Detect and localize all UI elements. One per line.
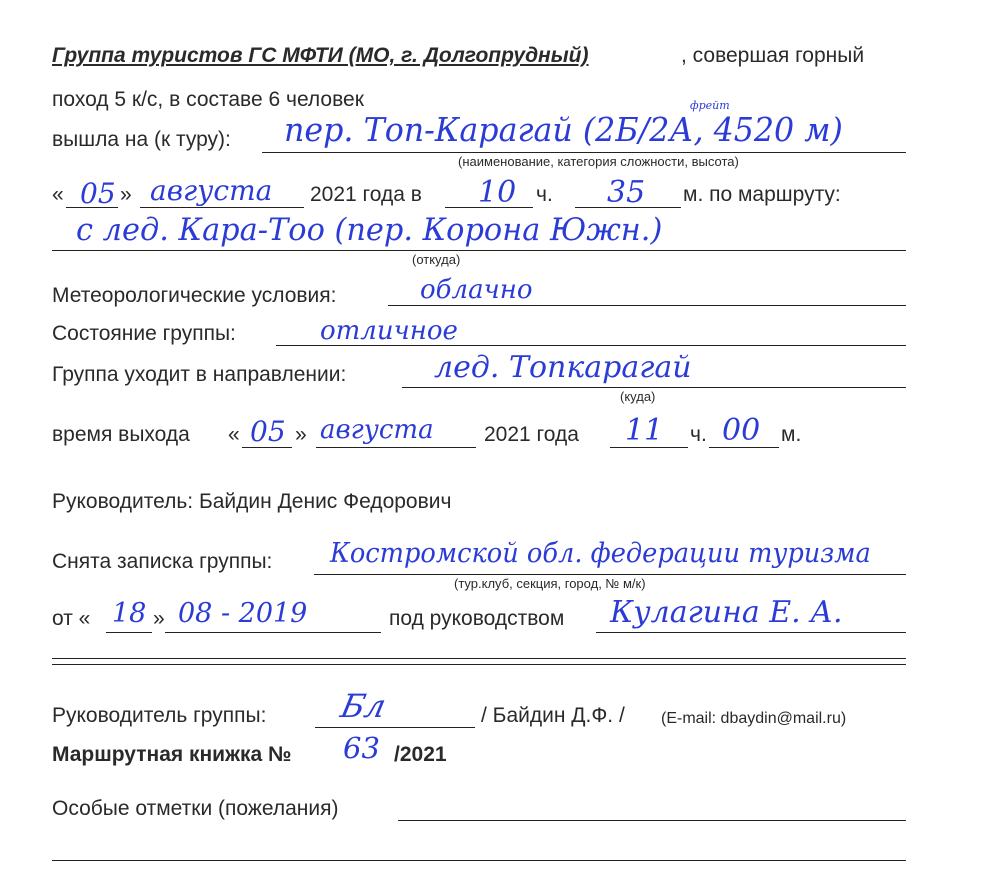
divider-bottom [52, 664, 906, 665]
note-date-value: 08 - 2019 [178, 598, 308, 629]
signature-underline [315, 727, 475, 728]
signature-mark: Бл [337, 687, 390, 725]
departure-quote-open: « [228, 423, 240, 446]
route-book-number: 63 [343, 731, 380, 765]
arrival-quote-close: » [120, 183, 132, 206]
departure-month: августа [320, 415, 434, 445]
header-line1-rest: , совершая горный [681, 44, 865, 67]
note-taken-value: Костромской обл. федерации туризма [330, 538, 871, 569]
note-taken-hint: (тур.клуб, секция, город, № м/к) [454, 576, 646, 591]
note-date-underline [165, 632, 381, 633]
arrival-day: 05 [80, 177, 116, 210]
under-leadership-underline [596, 632, 906, 633]
remarks-underline-2 [52, 860, 906, 861]
route-book-suffix: /2021 [394, 743, 447, 766]
weather-label: Метеорологические условия: [52, 284, 337, 307]
exit-underline [262, 152, 906, 153]
divider-top [52, 658, 906, 659]
direction-underline [402, 387, 906, 388]
note-date-quote-close: » [153, 607, 165, 630]
condition-label: Состояние группы: [52, 322, 236, 345]
departure-month-underline [316, 447, 476, 448]
departure-label: время выхода [52, 423, 190, 446]
leader-line: Руководитель: Байдин Денис Федорович [52, 490, 452, 513]
arrival-tail: м. по маршруту: [683, 183, 841, 206]
signature-label: Руководитель группы: [52, 704, 267, 727]
exit-value-note: фрейт [690, 99, 730, 112]
weather-value: облачно [420, 275, 533, 305]
arrival-hour: 10 [478, 175, 517, 210]
condition-value: отличное [320, 316, 458, 346]
signature-email: (E-mail: dbaydin@mail.ru) [661, 710, 847, 727]
under-leadership-label: под руководством [389, 607, 565, 630]
departure-minute: 00 [722, 413, 761, 448]
departure-hour: 11 [625, 413, 664, 448]
group-name: Группа туристов ГС МФТИ (МО, г. Долгопрудный) [52, 44, 589, 67]
arrival-month-underline [140, 207, 304, 208]
arrival-month: августа [150, 174, 273, 207]
route-book-label: Маршрутная книжка № [52, 743, 292, 766]
exit-hint: (наименование, категория сложности, высота) [458, 154, 739, 169]
direction-hint: (куда) [620, 389, 656, 404]
remarks-underline-1 [398, 820, 906, 821]
under-leadership-value: Кулагина Е. А. [610, 595, 843, 630]
arrival-h-label: ч. [536, 183, 553, 206]
note-date-day: 18 [112, 598, 147, 629]
arrival-route: с лед. Кара-Тоо (пер. Корона Южн.) [76, 212, 663, 248]
note-taken-label: Снята записка группы: [52, 550, 273, 573]
departure-m-label: м. [781, 423, 802, 446]
departure-quote-close: » [295, 423, 307, 446]
header-line2: поход 5 к/с, в составе 6 человек [52, 88, 364, 111]
departure-h-label: ч. [690, 423, 707, 446]
departure-year-text: 2021 года [484, 423, 579, 446]
note-date-prefix: от « [52, 607, 91, 630]
arrival-route-hint: (откуда) [412, 252, 461, 267]
arrival-year-text: 2021 года в [310, 183, 422, 206]
direction-value: лед. Топкарагай [434, 350, 692, 385]
departure-day: 05 [250, 415, 286, 448]
exit-value: пер. Топ-Карагай (2Б/2А, 4520 м) [284, 110, 843, 149]
signature-name: / Байдин Д.Ф. / [481, 704, 625, 727]
arrival-quote-open: « [52, 183, 64, 206]
note-date-day-underline [106, 632, 152, 633]
remarks-label: Особые отметки (пожелания) [52, 797, 339, 820]
weather-underline [388, 305, 906, 306]
note-taken-underline [314, 574, 906, 575]
route-underline [52, 250, 906, 251]
exit-label: вышла на (к туру): [52, 128, 231, 151]
direction-label: Группа уходит в направлении: [52, 363, 347, 386]
arrival-minute: 35 [607, 175, 646, 210]
